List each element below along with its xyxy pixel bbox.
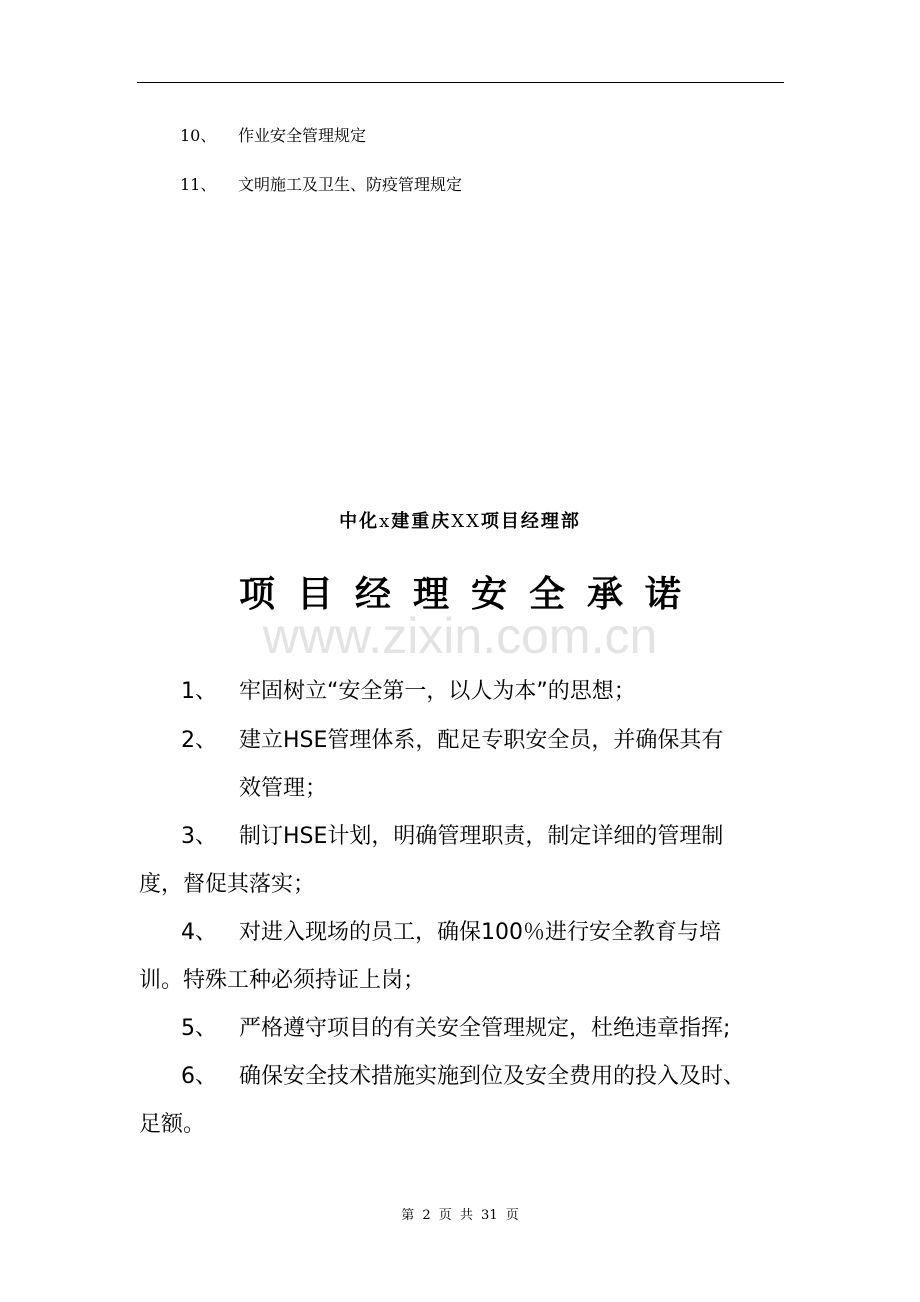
toc-item-text: 文明施工及卫生、防疫管理规定 (238, 175, 463, 194)
commitment-text: 建立HSE管理体系，配足专职安全员，并确保其有 (239, 728, 724, 753)
commitment-continuation: 足额。 (139, 1112, 206, 1137)
commitment-number: 4、 (181, 920, 217, 945)
commitment-text: 严格遵守项目的有关安全管理规定，杜绝违章指挥; (239, 1016, 731, 1041)
commitment-continuation: 训。特殊工种必须持证上岗； (139, 968, 426, 993)
commitment-continuation: 效管理； (239, 776, 328, 801)
header-rule (137, 82, 784, 83)
commitment-item-5 (181, 1014, 730, 1044)
commitment-item-3 (181, 822, 723, 852)
commitment-text: 牢固树立“安全第一，以人为本”的思想； (239, 679, 636, 704)
subtitle-part: x (379, 511, 392, 532)
commitment-item-1 (181, 677, 636, 707)
toc-item-number: 10、 (180, 126, 217, 145)
document-title: 项目经理安全承诺 (238, 574, 703, 615)
subtitle-part: 建重庆 (391, 511, 452, 532)
commitment-number: 6、 (181, 1064, 217, 1089)
toc-item-11 (180, 175, 462, 195)
commitment-continuation: 度，督促其落实； (139, 872, 316, 897)
commitment-number: 2、 (181, 728, 217, 753)
commitment-number: 1、 (181, 679, 217, 704)
commitment-item-2 (181, 726, 723, 756)
watermark-text: www.zixin.com.cn (262, 608, 658, 664)
document-subtitle (0, 510, 920, 534)
page-number: 第 2 页 共 31 页 (401, 1208, 519, 1223)
subtitle-part: 项目经理部 (480, 511, 581, 532)
commitment-text: 制订HSE计划，明确管理职责，制定详细的管理制 (239, 824, 724, 849)
commitment-number: 3、 (181, 824, 217, 849)
toc-item-10 (180, 126, 366, 146)
commitment-item-4 (181, 918, 721, 948)
toc-item-number: 11、 (180, 175, 217, 194)
subtitle-part: 中化 (339, 511, 380, 532)
commitment-text: 确保安全技术措施实施到位及安全费用的投入及时、 (239, 1064, 746, 1089)
toc-item-text: 作业安全管理规定 (238, 126, 367, 145)
subtitle-part: XX (451, 511, 481, 532)
commitment-number: 5、 (181, 1016, 217, 1041)
commitment-item-6 (181, 1062, 745, 1092)
commitment-text: 对进入现场的员工，确保100％进行安全教育与培 (239, 920, 721, 945)
